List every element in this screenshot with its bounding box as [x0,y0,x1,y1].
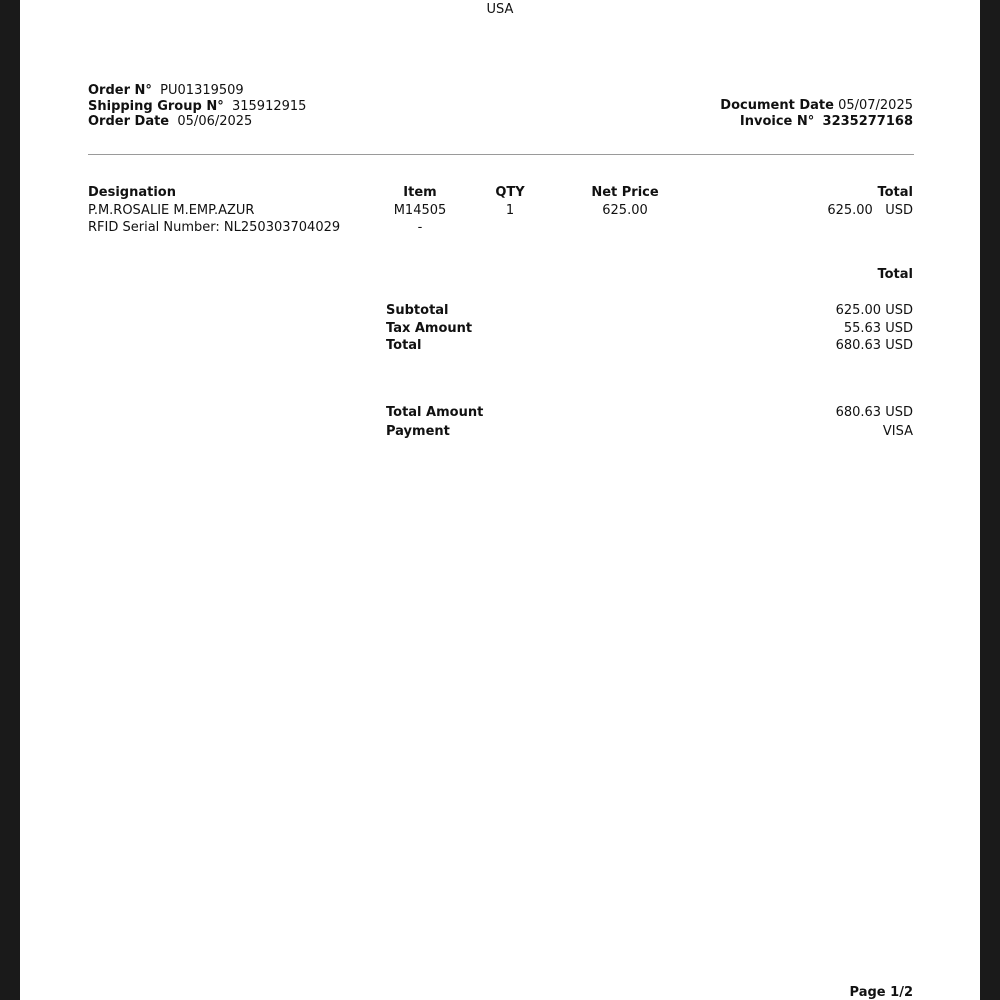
shipping-group-value: 315912915 [231,98,307,114]
total-value: 680.63 [835,338,882,353]
tax-amount [844,321,913,337]
item-total-currency: USD [885,203,913,218]
order-number-row [88,83,306,99]
document-date-row [720,98,913,114]
order-number-value: PU01319509 [160,83,244,98]
shipping-group-row [88,99,306,115]
invoice-number-value: 3235277168 [822,113,913,129]
shipping-group-label: Shipping Group N° [88,98,224,114]
item-rfid: RFID Serial Number: NL250303704029 [88,220,341,235]
col-header-qty: QTY [495,185,525,200]
col-header-net-price: Net Price [591,185,659,200]
total-amount-value: 680.63 [835,405,882,420]
header-divider [88,154,914,155]
subtotal-currency: USD [885,303,913,318]
order-number-label: Order N° [88,83,152,98]
total-amount [836,338,913,354]
tax-label: Tax Amount [386,321,473,336]
subtotal-label: Subtotal [386,303,449,318]
item-designation: P.M.ROSALIE M.EMP.AZUR [88,203,255,218]
total-amount-due [836,405,913,421]
invoice-page [20,0,980,1000]
item-net-price: 625.00 [602,203,648,218]
summary-header: Total [877,267,913,282]
col-header-total: Total [877,185,913,200]
order-meta [88,83,306,130]
invoice-number-row [720,114,913,130]
col-header-item: Item [403,185,437,200]
subtotal-amount [836,303,913,319]
total-amount-currency: USD [885,405,913,420]
tax-value: 55.63 [843,321,882,336]
total-label: Total [386,338,422,353]
item-code: M14505 [393,203,447,218]
document-meta [720,98,913,129]
total-amount-label: Total Amount [386,405,484,420]
col-header-designation: Designation [88,185,176,200]
item-code-sub: - [417,220,423,235]
item-qty: 1 [505,203,515,218]
tax-currency: USD [885,321,913,336]
total-currency: USD [885,338,913,353]
order-date-value: 05/06/2025 [177,114,253,129]
document-date-label: Document Date [720,98,834,113]
invoice-number-label: Invoice N° [739,113,815,129]
order-date-label: Order Date [88,114,170,129]
payment-label: Payment [386,424,450,439]
item-total-value: 625.00 [827,203,873,218]
order-date-row [88,114,306,130]
item-total [827,203,913,219]
country-label: USA [486,2,514,17]
page-number: Page 1/2 [849,985,913,1000]
subtotal-value: 625.00 [835,303,882,318]
payment-method: VISA [882,424,913,439]
document-date-value: 05/07/2025 [838,98,913,113]
